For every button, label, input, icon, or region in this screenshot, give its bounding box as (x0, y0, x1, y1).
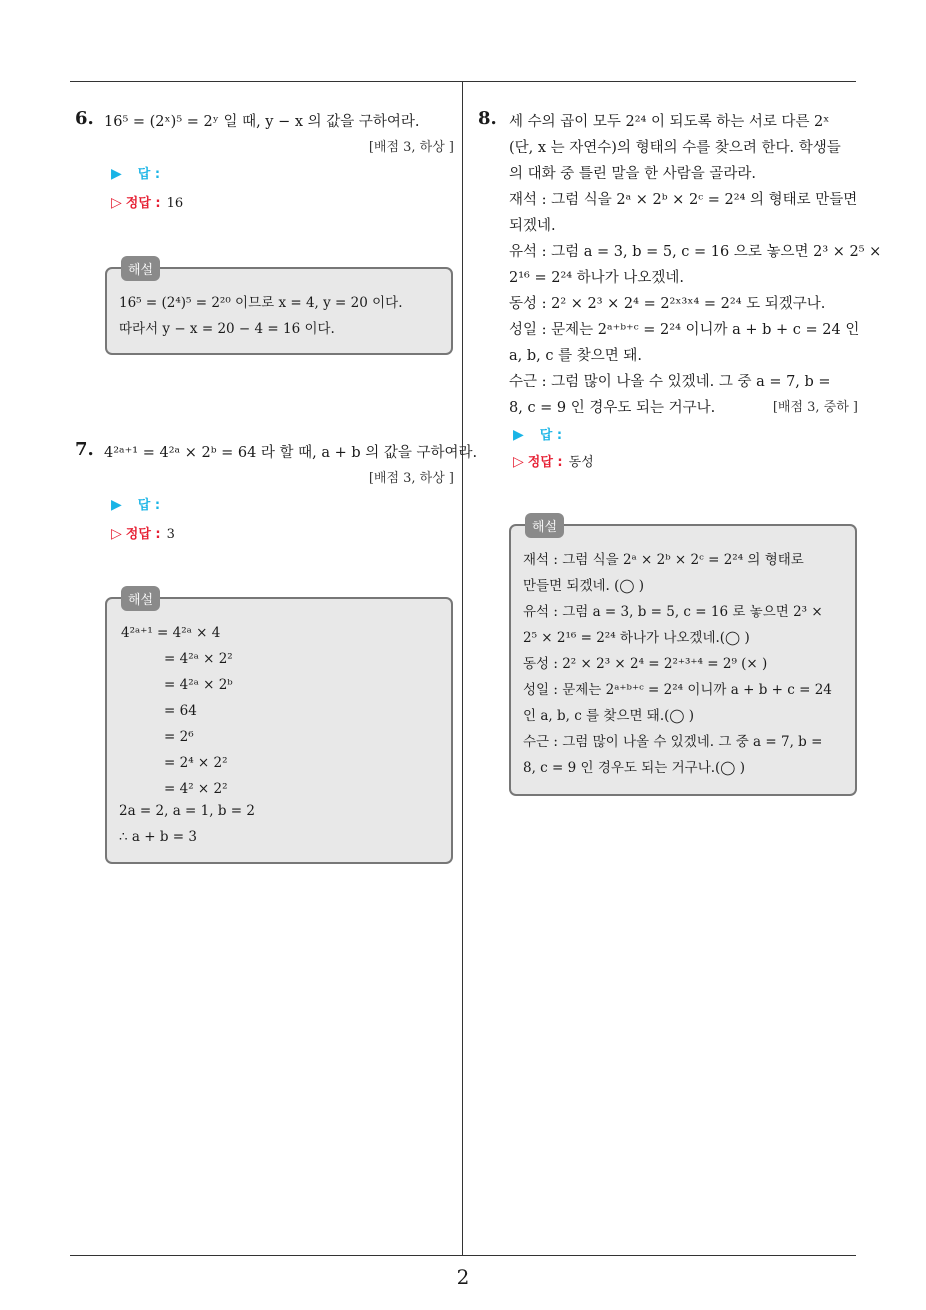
question-8-text-line: 동성 : 2² × 2³ × 2⁴ = 2²ˣ³ˣ⁴ = 2²⁴ 도 되겠구나. (509, 296, 826, 312)
explanation-line: = 2⁴ × 2² (164, 755, 228, 771)
question-7-text: 4²ᵃ⁺¹ = 4²ᵃ × 2ᵇ = 64 라 할 때, a + b 의 값을 구하여라. (104, 445, 478, 461)
answer-label: 답 : (539, 428, 563, 443)
correct-label: 정답 : (125, 527, 161, 542)
question-6-answer-row (111, 163, 160, 182)
explanation-line: 동성 : 2² × 2³ × 2⁴ = 2²⁺³⁺⁴ = 2⁹ (× ) (523, 656, 768, 672)
bottom-rule (70, 1255, 856, 1256)
question-8-text-line: 세 수의 곱이 모두 2²⁴ 이 되도록 하는 서로 다른 2ˣ (509, 114, 830, 130)
explanation-line: = 4²ᵃ × 2² (164, 651, 233, 667)
question-8-text-line: 재석 : 그럼 식을 2ᵃ × 2ᵇ × 2ᶜ = 2²⁴ 의 형태로 만들면 (509, 192, 858, 208)
top-rule (70, 81, 856, 82)
explanation-line: = 64 (164, 703, 197, 719)
answer-marker-icon: ▶ (111, 166, 122, 182)
question-8-answer-value: 동성 (568, 455, 594, 470)
question-6-text: 16⁵ = (2ˣ)⁵ = 2ʸ 일 때, y − x 의 값을 구하여라. (104, 114, 420, 130)
answer-marker-icon: ▶ (111, 497, 122, 513)
explanation-line: 만들면 되겠네. (◯ ) (523, 578, 645, 594)
question-7-explanation-box (105, 593, 453, 864)
explanation-line: 2⁵ × 2¹⁶ = 2²⁴ 하나가 나오겠네.(◯ ) (523, 630, 750, 646)
question-7-score: [배점 3, 하상 ] (368, 471, 454, 486)
question-8-text-line: 성일 : 문제는 2ᵃ⁺ᵇ⁺ᶜ = 2²⁴ 이니까 a + b + c = 24 인 (509, 322, 860, 338)
question-8-text-line: (단, x 는 자연수)의 형태의 수를 찾으려 한다. 학생들 (509, 140, 841, 156)
answer-marker-icon: ▶ (513, 427, 524, 443)
question-8-answer-row (513, 424, 562, 443)
explanation-line: 인 a, b, c 를 찾으면 돼.(◯ ) (523, 708, 695, 724)
page-number: 2 (456, 1265, 470, 1289)
question-8-text-line: 8, c = 9 인 경우도 되는 거구나. (509, 400, 716, 416)
explanation-line: 수근 : 그럼 많이 나올 수 있겠네. 그 중 a = 7, b = (523, 734, 823, 750)
explanation-line: ∴ a + b = 3 (119, 829, 197, 845)
question-7-answer-row (111, 494, 160, 513)
solution-marker-icon: ▷ (513, 454, 524, 470)
question-7-answer-value: 3 (166, 527, 175, 542)
explanation-tag: 해설 (121, 256, 160, 281)
correct-label: 정답 : (125, 196, 161, 211)
question-8-text-line: 의 대화 중 틀린 말을 한 사람을 골라라. (509, 166, 756, 182)
explanation-line: 성일 : 문제는 2ᵃ⁺ᵇ⁺ᶜ = 2²⁴ 이니까 a + b + c = 24 (523, 682, 832, 698)
explanation-line: = 2⁶ (164, 729, 194, 745)
question-8-text-line: a, b, c 를 찾으면 돼. (509, 348, 642, 364)
explanation-tag: 해설 (121, 586, 160, 611)
question-6-score: [배점 3, 하상 ] (368, 140, 454, 155)
column-divider (462, 82, 463, 1255)
explanation-line: 4²ᵃ⁺¹ = 4²ᵃ × 4 (121, 625, 221, 641)
explanation-tag: 해설 (525, 513, 564, 538)
explanation-line: 유석 : 그럼 a = 3, b = 5, c = 16 로 놓으면 2³ × (523, 604, 823, 620)
explanation-line: 따라서 y − x = 20 − 4 = 16 이다. (119, 321, 335, 337)
question-7-correct-row (111, 523, 175, 542)
correct-label: 정답 : (527, 455, 563, 470)
question-8-text-line: 되겠네. (509, 218, 556, 234)
question-8-explanation-box (509, 520, 857, 796)
question-8-text-line: 유석 : 그럼 a = 3, b = 5, c = 16 으로 놓으면 2³ × 2⁵ × (509, 244, 882, 260)
question-8-text-line: 2¹⁶ = 2²⁴ 하나가 나오겠네. (509, 270, 684, 286)
question-6-correct-row (111, 192, 183, 211)
answer-label: 답 : (137, 498, 161, 513)
explanation-line: = 4²ᵃ × 2ᵇ (164, 677, 233, 693)
question-8-score: [배점 3, 중하 ] (772, 400, 858, 415)
explanation-line: 재석 : 그럼 식을 2ᵃ × 2ᵇ × 2ᶜ = 2²⁴ 의 형태로 (523, 552, 804, 568)
solution-marker-icon: ▷ (111, 526, 122, 542)
question-6-answer-value: 16 (166, 196, 184, 211)
question-8-number: 8. (478, 108, 497, 129)
explanation-line: 8, c = 9 인 경우도 되는 거구나.(◯ ) (523, 760, 745, 776)
question-6-number: 6. (75, 108, 94, 129)
question-8-correct-row (513, 451, 594, 470)
question-6-explanation-box (105, 263, 453, 355)
solution-marker-icon: ▷ (111, 195, 122, 211)
question-7-number: 7. (75, 439, 94, 460)
explanation-line: 2a = 2, a = 1, b = 2 (119, 803, 255, 819)
explanation-line: = 4² × 2² (164, 781, 228, 797)
answer-label: 답 : (137, 167, 161, 182)
explanation-line: 16⁵ = (2⁴)⁵ = 2²⁰ 이므로 x = 4, y = 20 이다. (119, 295, 403, 311)
question-8-text-line: 수근 : 그럼 많이 나올 수 있겠네. 그 중 a = 7, b = (509, 374, 831, 390)
